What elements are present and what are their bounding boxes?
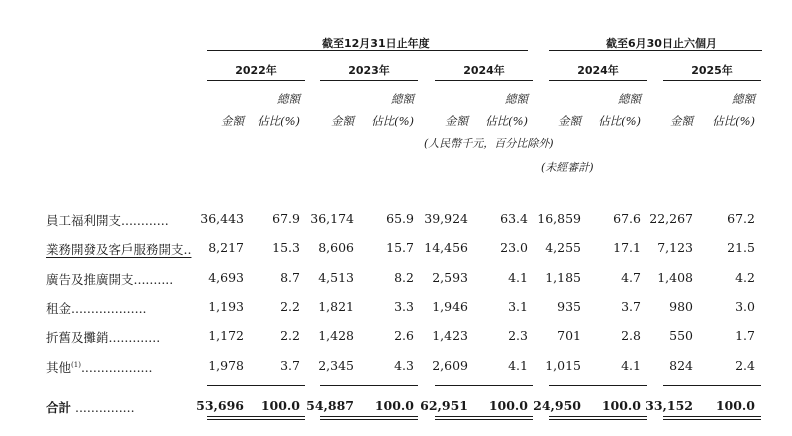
amount-col-header: 金額 [221, 114, 244, 128]
total-pct-cell: 100.0 [488, 398, 528, 413]
subtotal-rule [435, 385, 533, 386]
pct-cell: 2.2 [280, 299, 300, 314]
amount-cell: 16,859 [537, 211, 581, 226]
pct-col-header-line2: 佔比(%) [257, 114, 300, 128]
total-double-rule [207, 416, 305, 420]
period-header-full-year-rule [207, 50, 528, 51]
row-label-text: 租金 [46, 301, 72, 316]
pct-cell: 3.7 [621, 299, 641, 314]
amount-cell: 1,423 [432, 328, 468, 343]
pct-cell: 2.6 [394, 328, 414, 343]
pct-cell: 3.1 [508, 299, 528, 314]
amount-cell: 22,267 [649, 211, 693, 226]
amount-col-header: 金額 [445, 114, 468, 128]
row-label [46, 270, 173, 288]
leader-dots: .. [183, 242, 192, 257]
total-pct-cell: 100.0 [374, 398, 414, 413]
row-label-text: 業務開發及客戶服務開支 [46, 242, 184, 257]
year-header: 2025年 [691, 64, 733, 77]
pct-cell: 67.2 [727, 211, 755, 226]
amount-cell: 8,606 [318, 240, 354, 255]
pct-col-header-line2: 佔比(%) [371, 114, 414, 128]
amount-col-header: 金額 [670, 114, 693, 128]
period-header-six-months: 截至6月30日止六個月 [606, 37, 717, 50]
year-header-rule [549, 80, 647, 81]
row-label-text: 廣告及推廣開支 [46, 272, 134, 287]
total-pct-cell: 100.0 [601, 398, 641, 413]
pct-col-header-line1: 總額 [277, 92, 300, 106]
pct-cell: 4.7 [621, 270, 641, 285]
pct-cell: 4.1 [621, 358, 641, 373]
amount-cell: 1,172 [208, 328, 244, 343]
pct-cell: 15.3 [272, 240, 300, 255]
pct-cell: 2.3 [508, 328, 528, 343]
pct-cell: 2.8 [621, 328, 641, 343]
pct-col-header-line1: 總額 [391, 92, 414, 106]
amount-col-header: 金額 [331, 114, 354, 128]
unaudited-note: (未經審計) [541, 161, 594, 174]
pct-cell: 67.9 [272, 211, 300, 226]
amount-col-header: 金額 [558, 114, 581, 128]
amount-cell: 7,123 [657, 240, 693, 255]
total-double-rule [549, 416, 647, 420]
footnote-marker: (1) [71, 360, 81, 369]
pct-cell: 1.7 [735, 328, 755, 343]
total-amount-cell: 53,696 [196, 398, 244, 413]
row-label [46, 328, 160, 346]
amount-cell: 36,443 [200, 211, 244, 226]
amount-cell: 39,924 [424, 211, 468, 226]
pct-cell: 2.4 [735, 358, 755, 373]
row-label [46, 240, 191, 258]
total-double-rule [663, 416, 761, 420]
pct-cell: 3.0 [735, 299, 755, 314]
pct-cell: 3.3 [394, 299, 414, 314]
amount-cell: 1,408 [657, 270, 693, 285]
row-label [46, 358, 152, 376]
pct-col-header-line1: 總額 [732, 92, 755, 106]
row-label-text: 折舊及攤銷 [46, 330, 109, 345]
year-header-rule [320, 80, 418, 81]
pct-col-header-line2: 佔比(%) [598, 114, 641, 128]
year-header-rule [663, 80, 761, 81]
amount-cell: 935 [557, 299, 581, 314]
leader-dots: ................... [71, 301, 147, 316]
row-label-text: 員工福利開支 [46, 213, 122, 228]
amount-cell: 1,821 [318, 299, 354, 314]
leader-dots: .................. [80, 360, 153, 375]
amount-cell: 1,015 [545, 358, 581, 373]
period-header-full-year: 截至12月31日止年度 [322, 37, 430, 50]
amount-cell: 2,609 [432, 358, 468, 373]
total-amount-cell: 33,152 [645, 398, 693, 413]
pct-col-header-line1: 總額 [618, 92, 641, 106]
row-label [46, 211, 169, 229]
amount-cell: 4,693 [208, 270, 244, 285]
amount-cell: 1,185 [545, 270, 581, 285]
pct-cell: 63.4 [500, 211, 528, 226]
total-amount-cell: 54,887 [306, 398, 354, 413]
year-header-rule [435, 80, 533, 81]
pct-cell: 67.6 [613, 211, 641, 226]
total-pct-cell: 100.0 [260, 398, 300, 413]
leader-dots: ............. [108, 330, 161, 345]
year-header: 2023年 [348, 64, 390, 77]
row-label [46, 299, 147, 317]
pct-col-header-line2: 佔比(%) [712, 114, 755, 128]
pct-cell: 8.7 [280, 270, 300, 285]
pct-cell: 8.2 [394, 270, 414, 285]
pct-cell: 23.0 [500, 240, 528, 255]
amount-cell: 1,428 [318, 328, 354, 343]
pct-cell: 4.1 [508, 270, 528, 285]
year-header: 2022年 [235, 64, 277, 77]
year-header-rule [207, 80, 305, 81]
year-header: 2024年 [463, 64, 505, 77]
pct-cell: 17.1 [613, 240, 641, 255]
total-double-rule [435, 416, 533, 420]
total-pct-cell: 100.0 [715, 398, 755, 413]
pct-cell: 65.9 [386, 211, 414, 226]
pct-cell: 3.7 [280, 358, 300, 373]
amount-cell: 980 [669, 299, 693, 314]
subtotal-rule [663, 385, 761, 386]
pct-cell: 4.3 [394, 358, 414, 373]
amount-cell: 8,217 [208, 240, 244, 255]
leader-dots: .......... [133, 272, 174, 287]
pct-cell: 21.5 [727, 240, 755, 255]
amount-cell: 824 [669, 358, 693, 373]
leader-dots: ............... [71, 400, 135, 415]
leader-dots: ............ [121, 213, 169, 228]
pct-cell: 15.7 [386, 240, 414, 255]
pct-cell: 4.1 [508, 358, 528, 373]
subtotal-rule [549, 385, 647, 386]
amount-cell: 4,255 [545, 240, 581, 255]
pct-cell: 4.2 [735, 270, 755, 285]
amount-cell: 1,193 [208, 299, 244, 314]
total-double-rule [320, 416, 418, 420]
pct-col-header-line2: 佔比(%) [485, 114, 528, 128]
total-amount-cell: 62,951 [420, 398, 468, 413]
amount-cell: 1,978 [208, 358, 244, 373]
amount-cell: 2,593 [432, 270, 468, 285]
amount-cell: 701 [557, 328, 581, 343]
period-header-six-months-rule [549, 50, 762, 51]
currency-note: (人民幣千元，百分比除外) [424, 137, 554, 150]
year-header: 2024年 [577, 64, 619, 77]
amount-cell: 550 [669, 328, 693, 343]
subtotal-rule [320, 385, 418, 386]
amount-cell: 4,513 [318, 270, 354, 285]
subtotal-rule [207, 385, 305, 386]
amount-cell: 36,174 [310, 211, 354, 226]
amount-cell: 14,456 [424, 240, 468, 255]
total-amount-cell: 24,950 [533, 398, 581, 413]
total-label [46, 398, 135, 416]
amount-cell: 1,946 [432, 299, 468, 314]
pct-col-header-line1: 總額 [505, 92, 528, 106]
row-label-text: 其他 [46, 360, 72, 375]
pct-cell: 2.2 [280, 328, 300, 343]
amount-cell: 2,345 [318, 358, 354, 373]
total-label-text: 合計 [46, 400, 72, 415]
